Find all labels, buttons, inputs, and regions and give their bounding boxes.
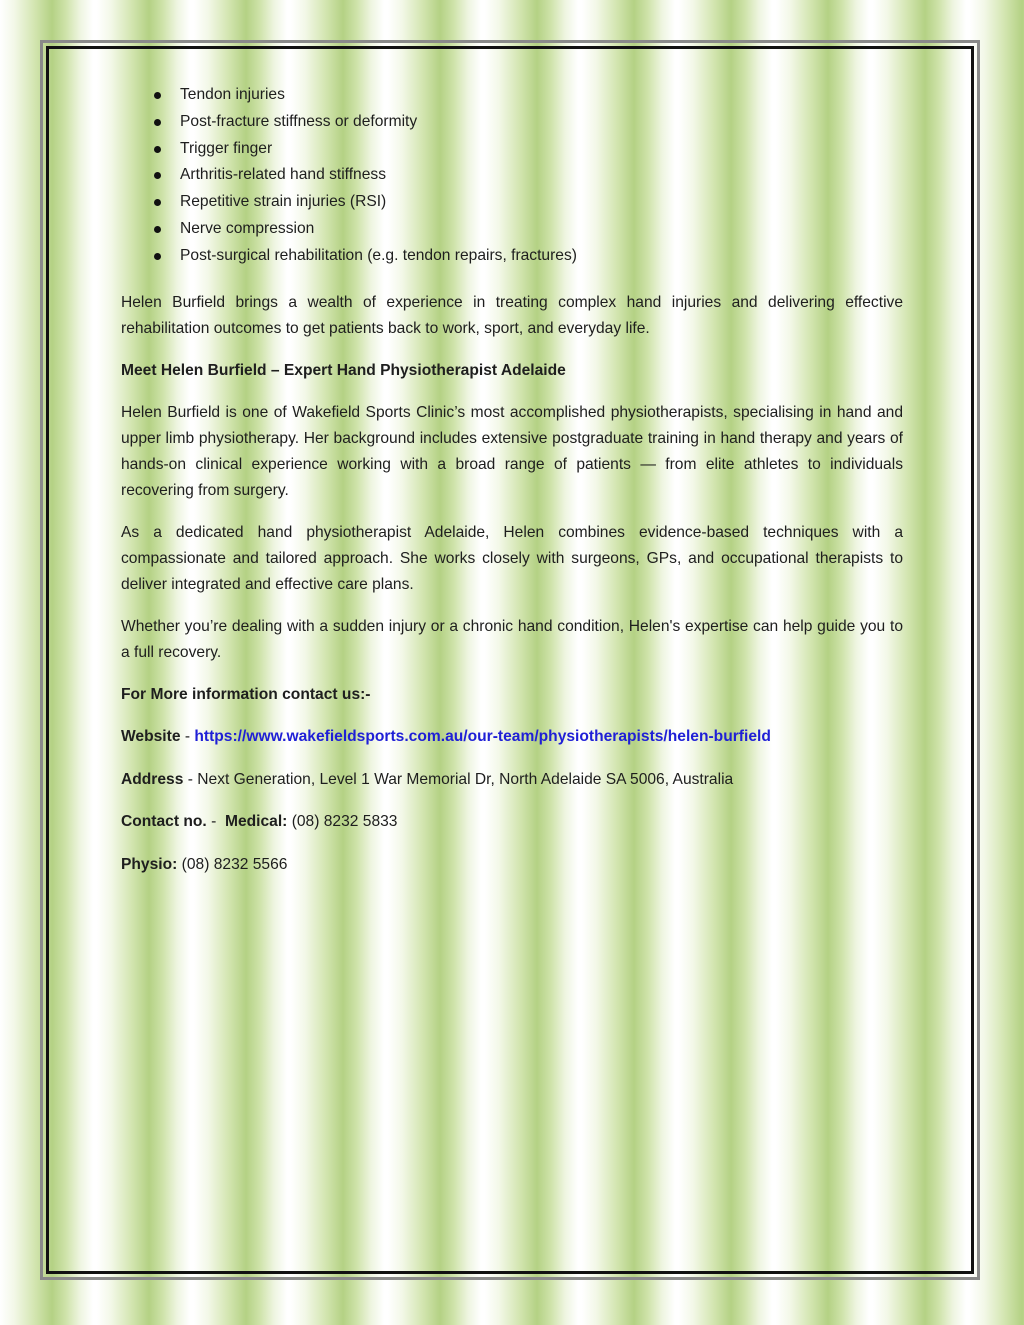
document-content <box>121 82 903 878</box>
website-separator: - <box>180 728 195 746</box>
recovery-paragraph: Whether you’re dealing with a sudden injury or a chronic hand condition, Helen's expertise can help guide you to a full recovery. <box>121 617 903 661</box>
bullet-icon <box>154 199 161 206</box>
physio-line <box>121 852 903 878</box>
bullet-icon <box>154 172 161 179</box>
list-item: Post-fracture stiffness or deformity <box>121 109 903 136</box>
medical-label: Medical: <box>224 813 288 831</box>
website-line <box>121 724 903 750</box>
address-line <box>121 767 903 793</box>
address-value: Next Generation, Level 1 War Memorial Dr, North Adelaide SA 5006, Australia <box>197 770 734 788</box>
address-label: Address <box>121 770 184 788</box>
address-separator: - <box>183 770 198 788</box>
bullet-icon <box>154 119 161 126</box>
list-item: Tendon injuries <box>121 82 903 109</box>
list-item: Trigger finger <box>121 136 903 163</box>
physio-label: Physio: <box>121 855 178 873</box>
physio-phone: (08) 8232 5566 <box>177 855 288 873</box>
list-item: Arthritis-related hand stiffness <box>121 162 903 189</box>
bullet-icon <box>154 92 161 99</box>
bullet-icon <box>154 146 161 153</box>
contact-separator: - <box>206 813 225 831</box>
list-item: Nerve compression <box>121 216 903 243</box>
section-heading: Meet Helen Burfield – Expert Hand Physiotherapist Adelaide <box>121 361 566 379</box>
bio-paragraph: Helen Burfield is one of Wakefield Sports Clinic’s most accomplished physiotherapists, specialising in hand and upper limb physiotherapy. Her background includes extensive postgraduate training in hand therapy and years of hands-on clinical experience working with a broad range of patients — from elite athletes to individuals recovering from surgery. <box>121 403 903 499</box>
contact-heading: For More information contact us:- <box>121 685 371 703</box>
website-link[interactable]: https://www.wakefieldsports.com.au/our-team/physiotherapists/helen-burfield <box>194 728 771 746</box>
approach-paragraph: As a dedicated hand physiotherapist Adelaide, Helen combines evidence-based techniques with a compassionate and tailored approach. She works closely with surgeons, GPs, and occupational therapists to deliver integrated and effective care plans. <box>121 523 903 593</box>
list-item: Repetitive strain injuries (RSI) <box>121 189 903 216</box>
medical-phone: (08) 8232 5833 <box>287 813 398 831</box>
list-item: Post-surgical rehabilitation (e.g. tendon repairs, fractures) <box>121 243 903 270</box>
bullet-icon <box>154 253 161 260</box>
bullet-icon <box>154 226 161 233</box>
contact-line <box>121 809 903 835</box>
contact-label: Contact no. <box>121 813 207 831</box>
intro-paragraph: Helen Burfield brings a wealth of experience in treating complex hand injuries and delivering effective rehabilitation outcomes to get patients back to work, sport, and everyday life. <box>121 293 903 337</box>
conditions-list <box>121 82 903 270</box>
website-label: Website <box>121 728 181 746</box>
